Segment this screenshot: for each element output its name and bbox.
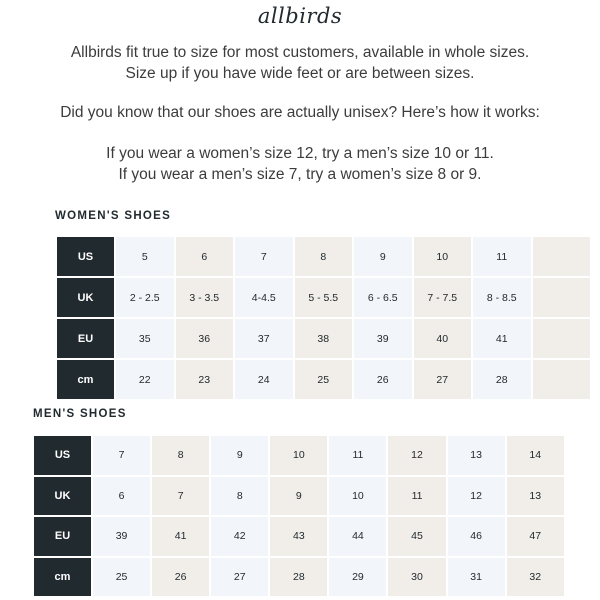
size-cell: 41 [472,318,532,359]
size-cell: 39 [92,516,151,557]
size-cell: 40 [413,318,473,359]
size-cell: 4-4.5 [234,277,294,318]
size-cell: 9 [353,236,413,277]
conversion-tip-women: If you wear a women’s size 12, try a men’s size 10 or 11. [106,145,494,162]
size-cell: 7 [151,476,210,517]
size-cell: 3 - 3.5 [175,277,235,318]
size-cell [532,236,592,277]
size-cell: 25 [294,359,354,400]
size-cell: 13 [447,435,506,476]
size-cell: 45 [387,516,446,557]
womens-size-table [56,236,591,400]
size-cell: 6 [92,476,151,517]
size-cell: 2 - 2.5 [115,277,175,318]
size-cell: 42 [210,516,269,557]
size-cell: 28 [472,359,532,400]
size-cell: 12 [387,435,446,476]
row-header-eu: EU [33,516,92,557]
allbirds-logo: allbirds [257,4,343,28]
size-cell: 9 [269,476,328,517]
size-cell: 26 [151,557,210,598]
size-cell: 25 [92,557,151,598]
womens-shoes-title: WOMEN'S SHOES [55,210,172,222]
size-cell: 8 [210,476,269,517]
size-cell: 30 [387,557,446,598]
conversion-tips [0,143,600,185]
size-cell: 8 - 8.5 [472,277,532,318]
size-cell: 11 [328,435,387,476]
size-cell: 26 [353,359,413,400]
mens-shoes-title: MEN'S SHOES [33,408,127,420]
size-cell: 6 - 6.5 [353,277,413,318]
fit-description-line-1: Allbirds fit true to size for most customers, available in whole sizes. [70,44,530,61]
size-cell: 7 - 7.5 [413,277,473,318]
size-cell: 29 [328,557,387,598]
size-cell: 47 [506,516,565,557]
size-cell: 7 [92,435,151,476]
size-cell: 27 [210,557,269,598]
unisex-note [0,102,600,123]
fit-description [0,42,600,84]
row-header-eu: EU [56,318,115,359]
size-cell: 8 [294,236,354,277]
row-header-cm: cm [33,557,92,598]
size-cell: 44 [328,516,387,557]
size-cell: 8 [151,435,210,476]
size-cell: 31 [447,557,506,598]
size-cell: 14 [506,435,565,476]
size-cell: 43 [269,516,328,557]
size-cell: 32 [506,557,565,598]
size-cell: 46 [447,516,506,557]
size-cell: 37 [234,318,294,359]
size-cell: 36 [175,318,235,359]
size-cell: 10 [413,236,473,277]
size-cell: 13 [506,476,565,517]
size-cell: 24 [234,359,294,400]
size-cell: 23 [175,359,235,400]
size-cell: 39 [353,318,413,359]
row-header-uk: UK [56,277,115,318]
row-header-us: US [33,435,92,476]
size-cell: 9 [210,435,269,476]
size-cell: 5 [115,236,175,277]
size-cell: 22 [115,359,175,400]
row-header-uk: UK [33,476,92,517]
size-cell: 7 [234,236,294,277]
size-cell [532,318,592,359]
size-cell: 5 - 5.5 [294,277,354,318]
size-cell: 27 [413,359,473,400]
conversion-tip-men: If you wear a men’s size 7, try a women’s size 8 or 9. [118,166,482,183]
size-cell: 41 [151,516,210,557]
unisex-note-line: Did you know that our shoes are actually unisex? Here’s how it works: [60,104,540,121]
size-cell: 10 [269,435,328,476]
size-cell: 35 [115,318,175,359]
size-cell [532,277,592,318]
size-cell: 28 [269,557,328,598]
row-header-cm: cm [56,359,115,400]
size-cell [532,359,592,400]
row-header-us: US [56,236,115,277]
size-cell: 11 [472,236,532,277]
fit-description-line-2: Size up if you have wide feet or are between sizes. [125,65,475,82]
mens-size-table [33,435,565,597]
size-cell: 38 [294,318,354,359]
size-cell: 11 [387,476,446,517]
size-cell: 6 [175,236,235,277]
size-cell: 12 [447,476,506,517]
size-cell: 10 [328,476,387,517]
